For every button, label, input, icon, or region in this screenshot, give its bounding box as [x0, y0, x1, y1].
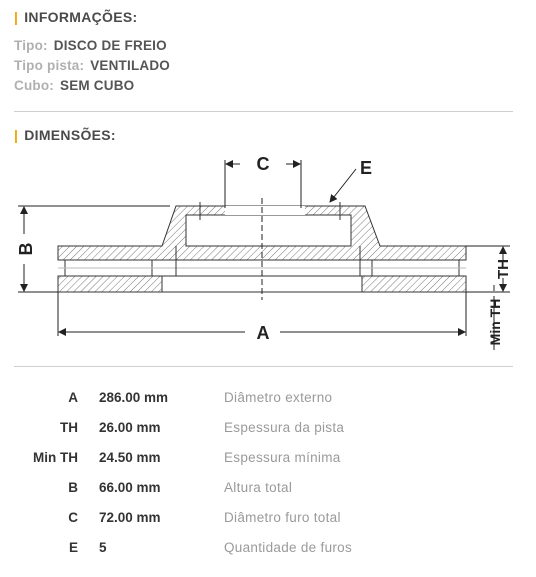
spec-code: Min TH: [33, 450, 78, 465]
info-label: Tipo pista:: [14, 58, 85, 73]
spec-code: E: [68, 540, 78, 555]
info-label: Cubo:: [14, 78, 54, 93]
spec-row-th: [8, 420, 528, 440]
info-label: Tipo:: [14, 38, 48, 53]
spec-description: Espessura da pista: [224, 420, 345, 435]
spec-code: C: [68, 510, 78, 525]
label-a: A: [256, 323, 270, 343]
dimensions-heading-text: DIMENSÕES:: [24, 127, 116, 143]
heading-accent-bar: |: [14, 127, 19, 143]
info-value: VENTILADO: [90, 58, 171, 73]
heading-accent-bar: |: [14, 9, 19, 25]
info-row-tipo-pista: [14, 58, 170, 73]
label-c: C: [256, 154, 270, 174]
spec-description: Espessura mínima: [224, 450, 341, 465]
brake-disc-diagram: [10, 150, 526, 360]
spec-value: 26.00 mm: [99, 420, 161, 435]
info-value: DISCO DE FREIO: [53, 38, 167, 53]
divider: [14, 111, 513, 112]
spec-row-b: [8, 480, 528, 500]
divider: [14, 366, 513, 367]
info-row-tipo: [14, 38, 167, 53]
label-th: TH: [495, 259, 512, 279]
spec-value: 24.50 mm: [99, 450, 161, 465]
spec-row-e: [8, 540, 528, 560]
spec-code: A: [68, 390, 78, 405]
info-value: SEM CUBO: [59, 78, 135, 93]
spec-row-min-th: [8, 450, 528, 470]
label-min-th: Min TH: [487, 298, 503, 346]
spec-description: Quantidade de furos: [224, 540, 353, 555]
spec-value: 5: [99, 540, 107, 555]
spec-row-a: [8, 390, 528, 410]
spec-description: Altura total: [224, 480, 293, 495]
label-b: B: [16, 242, 36, 256]
spec-value: 286.00 mm: [99, 390, 169, 405]
spec-code: TH: [60, 420, 78, 435]
info-row-cubo: [14, 78, 134, 93]
info-heading: [14, 9, 137, 25]
spec-value: 66.00 mm: [99, 480, 161, 495]
label-e: E: [359, 158, 373, 178]
spec-code: B: [68, 480, 78, 495]
dimensions-heading: [14, 127, 116, 143]
info-heading-text: INFORMAÇÕES:: [24, 9, 138, 25]
spec-description: Diâmetro externo: [224, 390, 333, 405]
spec-description: Diâmetro furo total: [224, 510, 341, 525]
spec-value: 72.00 mm: [99, 510, 161, 525]
spec-row-c: [8, 510, 528, 530]
